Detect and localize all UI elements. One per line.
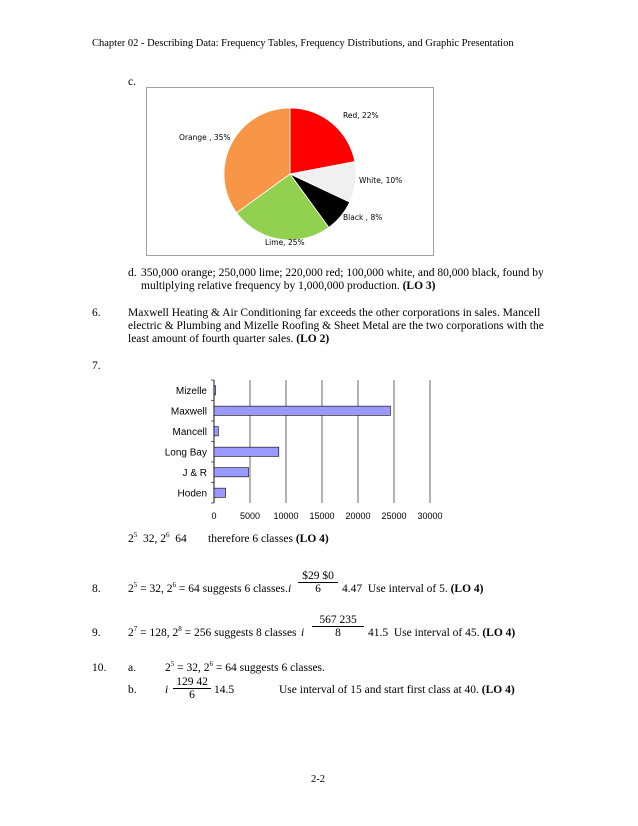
item10-a-base: 2 [165, 662, 171, 674]
item9-result: 41.5 [368, 627, 389, 639]
item6-line3 [128, 333, 329, 345]
item7-classes-text [208, 533, 329, 545]
bar-mizelle [214, 386, 216, 395]
item6-number: 6. [92, 307, 101, 319]
item10-i: i [165, 684, 169, 696]
item10-a-label: a. [128, 662, 136, 674]
item9-result-line [368, 627, 515, 639]
item8-fraction [298, 570, 338, 595]
item6-lo: (LO 2) [296, 333, 330, 345]
bar-category-label: J & R [182, 467, 207, 479]
bar-hoden [214, 488, 226, 497]
item10-tail: Use interval of 15 and start first class at 40. [279, 684, 479, 696]
item8-b: = 32, 2 [137, 583, 173, 595]
bar-category-label: Mizelle [175, 385, 207, 397]
item9-den: 8 [335, 627, 341, 639]
bar-x-tick-label: 15000 [309, 511, 335, 521]
item10-a-end: = 64 suggests 6 classes. [213, 662, 325, 674]
item8-text [128, 583, 288, 595]
item10-a-exp1: 5 [170, 660, 175, 669]
item6-line1: Maxwell Heating & Air Conditioning far exceeds the other corporations in sales. Mancell [128, 307, 541, 319]
bar-category-label: Long Bay [164, 447, 207, 459]
bar-x-tick-label: 5000 [239, 511, 261, 521]
bar-category-label: Mancell [172, 426, 207, 438]
item7-end: 64 [175, 533, 187, 545]
page-header: Chapter 02 - Describing Data: Frequency Tables, Frequency Distributions, and Graphic Presentation [92, 38, 514, 49]
item10-result: 14.5 [214, 684, 235, 696]
item8-number: 8. [92, 583, 101, 595]
item-d-lo: (LO 3) [402, 280, 436, 292]
pie-label-red: Red, 22% [343, 111, 379, 120]
item7-exp2: 6 [166, 531, 170, 540]
item10-number: 10. [92, 662, 107, 674]
item7-therefore: therefore 6 classes [208, 533, 293, 545]
bar-x-tick-label: 0 [211, 511, 217, 521]
bar-chart [145, 375, 445, 535]
item8-result-line [342, 583, 484, 595]
item-c-label: c. [128, 76, 136, 88]
pie-label-white: White, 10% [359, 176, 403, 185]
item10-num: 129 42 [173, 676, 211, 689]
item10-b-label: b. [128, 684, 137, 696]
bar-long-bay [214, 447, 279, 456]
item8-result: 4.47 [342, 583, 363, 595]
item10-den: 6 [189, 689, 195, 701]
item8-i: i [288, 583, 292, 595]
item9-text [128, 627, 297, 639]
item9-exp2: 8 [178, 625, 182, 634]
item6-line2: electric & Plumbing and Mizelle Roofing & Sheet Metal are the two corporations with the [128, 320, 544, 332]
item9-number: 9. [92, 627, 101, 639]
item8-a: 2 [128, 583, 134, 595]
bar-x-tick-label: 10000 [273, 511, 299, 521]
pie-label-black: Black , 8% [343, 213, 383, 222]
pie-label-lime: Lime, 25% [265, 238, 305, 247]
bar-x-tick-label: 25000 [381, 511, 407, 521]
item7-classes [128, 533, 187, 545]
item9-lo: (LO 4) [482, 627, 516, 639]
item8-exp2: 6 [172, 581, 176, 590]
item-d-label: d. [128, 267, 137, 279]
item10-tail-line [279, 684, 515, 696]
item9-a: 2 [128, 627, 134, 639]
bar-mancell [214, 427, 218, 436]
item9-b: = 128, 2 [137, 627, 179, 639]
bar-category-label: Maxwell [170, 406, 207, 418]
item9-exp1: 7 [133, 625, 138, 634]
item8-c: = 64 suggests 6 classes. [176, 583, 288, 595]
bar-j-r [214, 468, 249, 477]
item9-tail: Use interval of 45. [393, 627, 480, 639]
item9-num: 567 235 [312, 614, 364, 627]
item9-c: = 256 suggests 8 classes [181, 627, 297, 639]
bar-category-label: Hoden [177, 488, 207, 500]
page-number: 2-2 [311, 774, 325, 785]
item8-lo: (LO 4) [450, 583, 484, 595]
item8-num: $29 $0 [298, 570, 338, 583]
item10-a-exp2: 6 [209, 660, 213, 669]
item7-lo: (LO 4) [295, 533, 329, 545]
item7-exp1: 5 [133, 531, 138, 540]
item7-mid: 32, 2 [143, 533, 166, 545]
item9-i: i [301, 627, 305, 639]
item10-a-text [165, 662, 325, 674]
pie-chart [147, 88, 433, 255]
item9-fraction [312, 614, 364, 639]
pie-label-orange: Orange , 35% [179, 133, 231, 142]
item7-base: 2 [128, 533, 134, 545]
item10-a-mid: = 32, 2 [174, 662, 210, 674]
item8-den: 6 [315, 583, 321, 595]
item-d-line2-text: multiplying relative frequency by 1,000,000 production. [141, 280, 400, 292]
bar-x-tick-label: 20000 [345, 511, 371, 521]
item-d-line2 [141, 280, 435, 292]
pie-chart-frame [146, 87, 434, 256]
item6-line3-text: least amount of fourth quarter sales. [128, 333, 294, 345]
item8-exp1: 5 [133, 581, 138, 590]
bar-maxwell [214, 406, 390, 415]
item7-number: 7. [92, 360, 101, 372]
item8-tail: Use interval of 5. [367, 583, 448, 595]
item10-lo: (LO 4) [481, 684, 515, 696]
bar-x-tick-label: 30000 [417, 511, 443, 521]
item10-fraction [173, 676, 211, 701]
item-d-line1: 350,000 orange; 250,000 lime; 220,000 red; 100,000 white, and 80,000 black, found by [141, 267, 544, 279]
